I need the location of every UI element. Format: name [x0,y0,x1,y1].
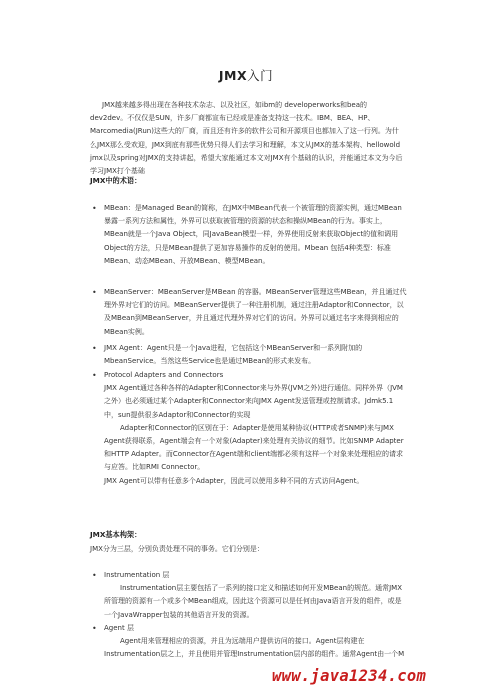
list-item-paragraph: Adapter和Connector的区别在于：Adapter是使用某种协议(HTTP或者SNMP)来与JMX Agent获得联系，Agent端会有一个对象(Adapter)来处理有关协议的细节。比如SNMP Adapter和HTTP Adapter。而Connector在Agent端和client端都必须有这样一个对象来处理相应的请求与应答。比如RMI Connector。 [104,423,404,472]
section-heading-terms: JMX中的术语： [90,176,142,185]
bullet-icon: • [92,371,97,380]
list-item-label: Agent 层 [104,624,134,632]
list-item-jmx-agent: JMX Agent：Agent只是一个Java进程，它包括这个MBeanServer和一系列附加的MbeanService。当然这些Service也是通过MBean的形式来发布。 [104,344,363,366]
watermark-url: www.java1234.com [272,667,427,685]
title-main: JMX [218,68,248,83]
list-item-paragraph: JMX Agent可以带有任意多个Adapter，因此可以使用多种不同的方式访问Agent。 [104,476,364,485]
bullet-icon: • [92,624,97,633]
section-heading-architecture: JMX基本构架： [90,530,142,539]
list-item-paragraph: Instrumentation层主要包括了一系列的接口定义和描述如何开发MBean的规范。通常JMX所管理的资源有一个或多个MBean组成，因此这个资源可以是任何由Java语言开发的组件，或是一个JavaWrapper包装的其他语言开发的资源。 [104,584,402,619]
bullet-icon: • [92,204,97,213]
title-suffix: 入门 [247,68,274,83]
list-item-mbeanserver: MBeanServer：MBeanServer是MBean 的容器。MBeanServer管理这些MBean，并且通过代理外界对它们的访问。MBeanServer提供了一种注册机制，通过注册Adaptor和Connector，以及MBean到MBeanServer，并且通过代理外界对它们的访问。外界可以通过名字来得到相应的MBean实例。 [104,288,407,336]
list-item-protocol-adapters [104,369,407,488]
list-item-agent [104,622,407,666]
list-item-label: Protocol Adapters and Connectors [104,371,224,379]
list-item-continuation: JMX Agent通过各种各样的Adapter和Connector来与外界(JVM之外)进行通信。同样外界（JVM之外）也必须通过某个Adapter和Connector来向JMX Agent发送管理或控制请求。Jdmk5.1中，sun提供很多Adaptor和Connector的实现 [104,384,403,419]
list-item-mbean: MBean：是Managed Bean的简称，在JMX中MBean代表一个被管理的资源实例，通过MBean暴露一系列方法和属性，外界可以获取被管理的资源的状态和操纵MBean的行为。事实上，MBean就是一个Java Object，同JavaBean模型一样，外界使用反射来获取Object的值和调用Object的方法，只是MBean提供了更加容易操作的反射的使用。Mbean 包括4种类型：标准MBean、动态MBean、开放MBean、模型MBean。 [104,204,402,265]
list-item-paragraph: Agent用来管理相应的资源，并且为远端用户提供访问的接口。Agent层构建在Instrumentation层之上，并且使用并管理Instrumentation层内部的组件。通常Agent由一个M [104,637,405,659]
list-item-instrumentation [104,569,407,622]
intro-paragraph: JMX越来越多得出现在各种技术杂志、以及社区，如ibm的 developerworks和bea的dev2dev。不仅仅是SUN，许多厂商都宣布已经或是准备支持这一技术。IBM、BEA、HP、Marcomedia(JRun)这些大的厂商，而且还有许多的软件公司和开源项目也都加入了这一行列。为什么JMX那么受欢迎，JMX到底有那些优势只得人们去学习和理解，本文从JMX的基本架构、hellowold jmx以及spring对JMX的支持讲起，希望大家能通过本文对JMX有个基础的认识，并能通过本文为今后学习JMX打个基础 [90,101,403,176]
bullet-icon: • [92,288,97,297]
bullet-icon: • [92,344,97,353]
section-subheading: JMX分为三层，分别负责处理不同的事务。它们分别是： [90,545,264,553]
list-item-label: Instrumentation 层 [104,571,170,579]
bullet-icon: • [92,571,97,580]
page-title [0,66,492,84]
